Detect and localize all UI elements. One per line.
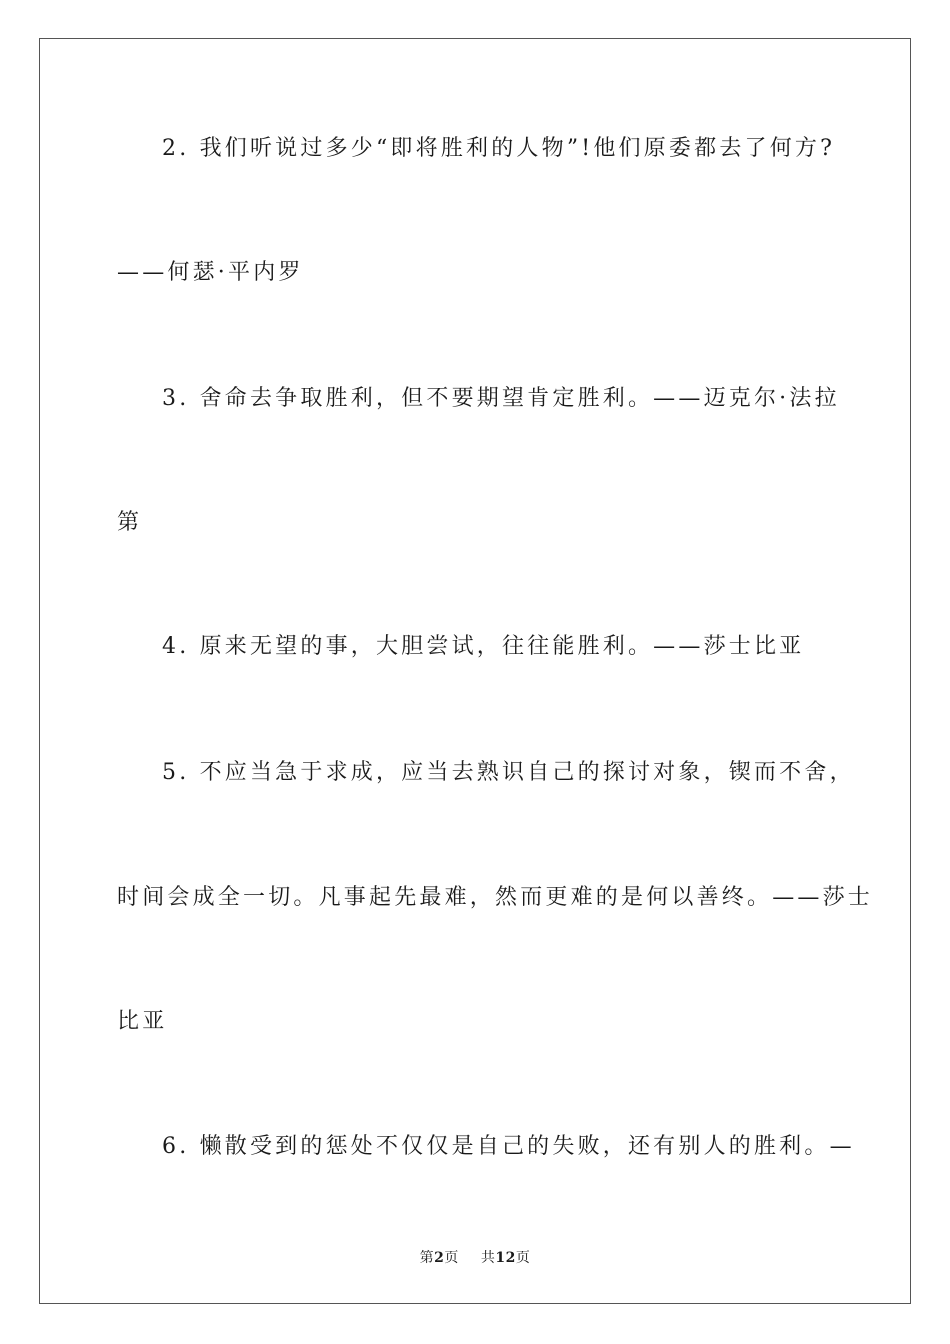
- quote-2-line-1: 2. 我们听说过多少“即将胜利的人物”!他们原委都去了何方?: [162, 136, 836, 161]
- footer-page-prefix: 第: [419, 1250, 435, 1266]
- footer-total-prefix: 共: [480, 1250, 496, 1266]
- quote-4-line-1: 4. 原来无望的事，大胆尝试，往往能胜利。——莎士比亚: [162, 634, 805, 659]
- quote-3-line-1: 3. 舍命去争取胜利，但不要期望肯定胜利。——迈克尔·法拉: [162, 386, 840, 411]
- quote-5-line-3: 比亚: [117, 1009, 168, 1034]
- quote-3-line-2: 第: [117, 510, 143, 535]
- footer-page-number: 2: [434, 1250, 445, 1266]
- footer-page-suffix: 页: [444, 1250, 459, 1266]
- quote-6-line-1: 6. 懒散受到的惩处不仅仅是自己的失败，还有别人的胜利。—: [162, 1134, 855, 1159]
- quote-5-line-1: 5. 不应当急于求成，应当去熟识自己的探讨对象，锲而不舍，: [162, 760, 855, 785]
- page-footer: [0, 1247, 950, 1267]
- page-border: [39, 38, 911, 1304]
- quote-2-attribution: ——何瑟·平内罗: [117, 260, 304, 285]
- footer-total-number: 12: [495, 1250, 516, 1266]
- footer-total-suffix: 页: [515, 1250, 531, 1266]
- quote-5-line-2: 时间会成全一切。凡事起先最难，然而更难的是何以善终。——莎士: [117, 885, 874, 910]
